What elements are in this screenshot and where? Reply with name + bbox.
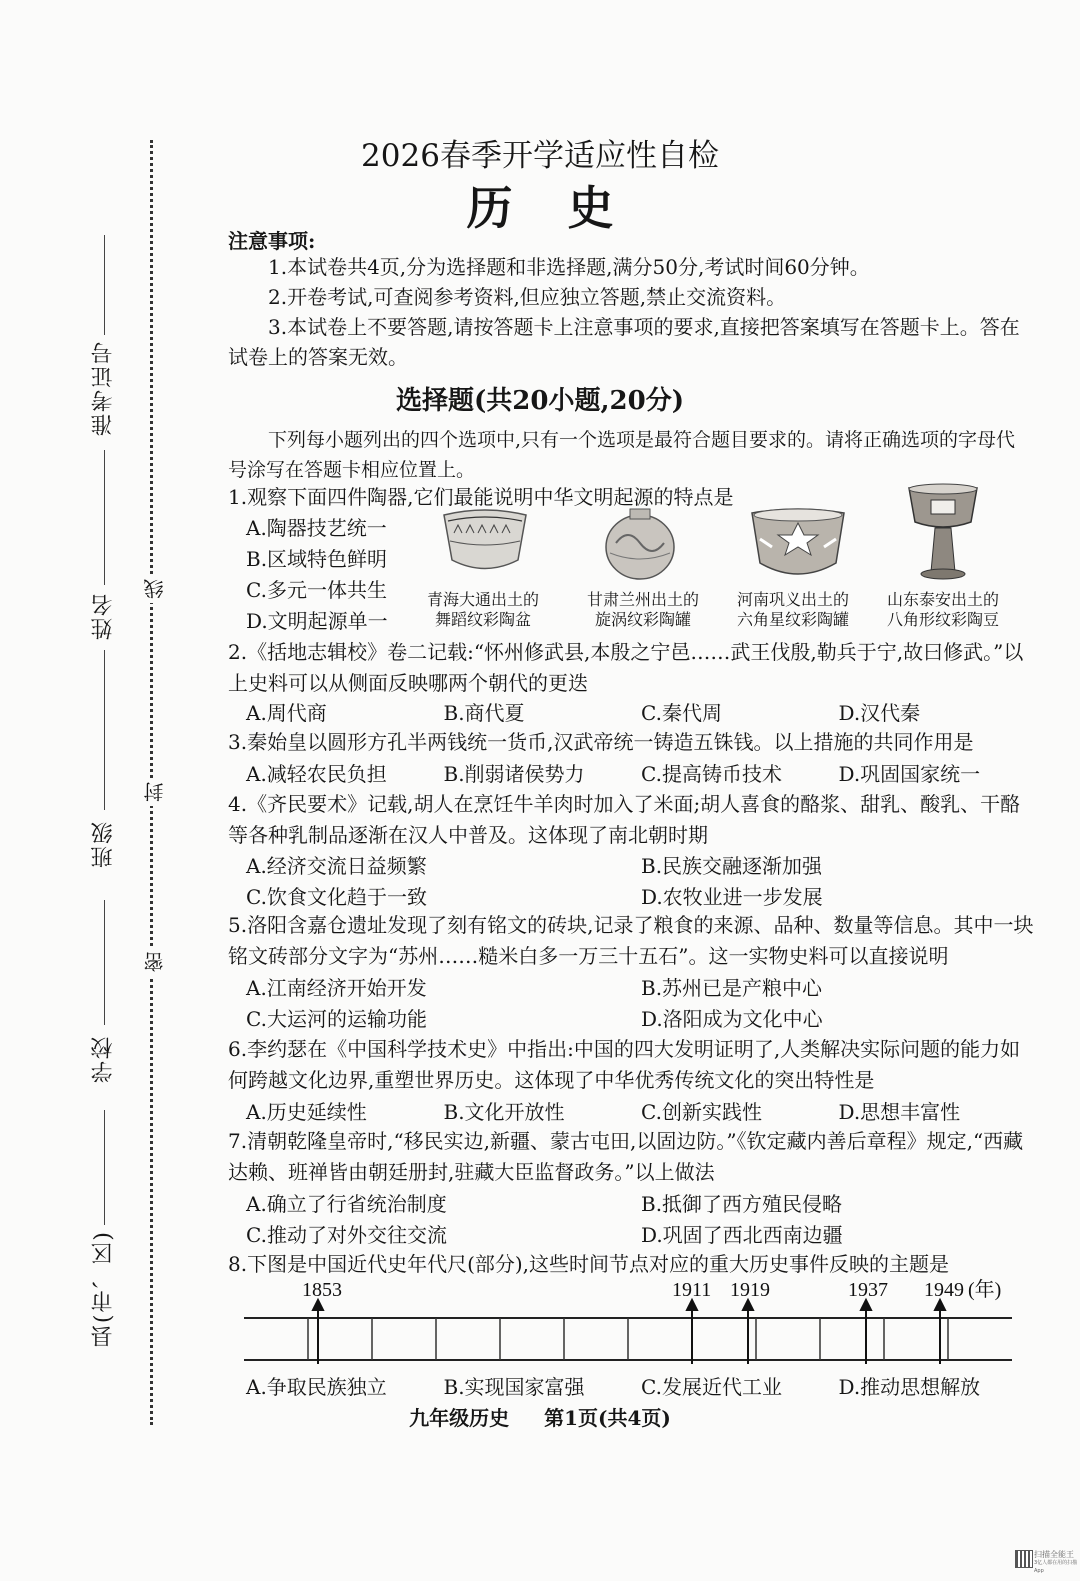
school-blank[interactable]: [104, 900, 105, 1025]
option-row: [246, 881, 1036, 910]
timeline-unit: (年): [968, 1279, 1002, 1301]
answer-option[interactable]: A.减轻农民负担: [246, 762, 387, 786]
footer-grade-subject: 九年级历史: [409, 1406, 510, 1430]
answer-option[interactable]: B.文化开放性: [443, 1100, 565, 1124]
page-footer: [0, 1402, 1080, 1431]
answer-option[interactable]: C.发展近代工业: [641, 1375, 782, 1399]
answer-option[interactable]: D.汉代秦: [838, 701, 921, 725]
question-stem: 5.洛阳含嘉仓遗址发现了刻有铭文的砖块,记录了粮食的来源、品种、数量等信息。其中一块铭文砖部分文字为“苏州……糙米白多一万三十五石”。这一实物史料可以直接说明: [228, 913, 1034, 968]
answer-option[interactable]: B.民族交融逐渐加强: [641, 854, 823, 878]
answer-option[interactable]: A.经济交流日益频繁: [246, 854, 427, 878]
question-stem: 6.李约瑟在《中国科学技术史》中指出:中国的四大发明证明了,人类解决实际问题的能力如何跨越文化边界,重塑世界历史。这体现了中华优秀传统文化的突出特性是: [228, 1037, 1021, 1092]
binding-mark-seal: 封: [140, 778, 169, 806]
octagon-pattern-dou-image: [905, 482, 981, 582]
qr-code-icon: [1015, 1550, 1033, 1568]
timeline-year: 1949: [924, 1279, 964, 1301]
binding-mark-secret: 密: [140, 948, 169, 976]
answer-option[interactable]: C.大运河的运输功能: [246, 1007, 427, 1031]
option-row: [246, 1219, 1036, 1248]
answer-option[interactable]: C.提高铸币技术: [641, 762, 782, 786]
timeline-year: 1853: [302, 1279, 342, 1301]
option-row: [246, 850, 1036, 879]
answer-option[interactable]: B.削弱诸侯势力: [443, 762, 585, 786]
subject-title: 历史: [466, 181, 669, 235]
exam-id-blank[interactable]: [104, 235, 105, 335]
exam-id-label: 准考证号: [91, 340, 116, 436]
note-item: 2.开卷考试,可查阅参考资料,但应独立答题,禁止交流资料。: [268, 285, 787, 309]
note-item: 3.本试卷上不要答题,请按答题卡上注意事项的要求,直接把答案填写在答题卡上。答在试卷上的答案无效。: [228, 315, 1020, 369]
note-item: 1.本试卷共4页,分为选择题和非选择题,满分50分,考试时间60分钟。: [268, 255, 870, 279]
timeline-arrows: [313, 1300, 945, 1364]
option-row: [246, 1096, 1036, 1125]
class-blank[interactable]: [104, 650, 105, 810]
answer-option[interactable]: A.江南经济开始开发: [246, 976, 427, 1000]
option-row: [246, 1188, 1036, 1217]
answer-option[interactable]: C.多元一体共生: [246, 578, 387, 602]
answer-option[interactable]: D.巩固国家统一: [838, 762, 981, 786]
image-caption: 甘肃兰州出土的 旋涡纹彩陶罐: [586, 590, 699, 629]
answer-option[interactable]: A.陶器技艺统一: [246, 516, 387, 540]
answer-option[interactable]: D.文明起源单一: [246, 609, 388, 633]
question-stem: 1.观察下面四件陶器,它们最能说明中华文明起源的特点是: [228, 485, 734, 509]
footer-page-number: 第1页(共4页): [544, 1406, 671, 1430]
answer-option[interactable]: A.周代商: [246, 701, 327, 725]
section-title: 选择题(共20小题,20分): [395, 386, 685, 416]
binding-mark-line: 线: [140, 575, 169, 603]
scanner-watermark: 扫描全能王 3亿人都在用的扫描App: [1034, 1550, 1078, 1574]
question-stem: 8.下图是中国近代史年代尺(部分),这些时间节点对应的重大历史事件反映的主题是: [228, 1252, 950, 1276]
answer-option[interactable]: D.推动思想解放: [838, 1375, 981, 1399]
answer-option[interactable]: A.历史延续性: [246, 1100, 367, 1124]
answer-option[interactable]: D.洛阳成为文化中心: [641, 1007, 823, 1031]
swirl-pattern-jar-image: [600, 505, 680, 585]
answer-option[interactable]: B.苏州已是产粮中心: [641, 976, 823, 1000]
school-label: 学校: [91, 1035, 116, 1083]
question-stem: 4.《齐民要术》记载,胡人在烹饪牛羊肉时加入了米面;胡人喜食的酪浆、甜乳、酸乳、干酪等各种乳制品逐渐在汉人中普及。这体现了南北朝时期: [228, 792, 1021, 847]
timeline-year: 1911: [672, 1279, 712, 1301]
answer-option[interactable]: A.确立了行省统治制度: [246, 1192, 447, 1216]
dance-pattern-basin-image: [440, 505, 530, 580]
option-row: [246, 1003, 1036, 1032]
answer-option[interactable]: D.农牧业进一步发展: [641, 885, 823, 909]
answer-option[interactable]: B.实现国家富强: [443, 1375, 585, 1399]
answer-option[interactable]: B.抵御了西方殖民侵略: [641, 1192, 843, 1216]
county-blank[interactable]: [104, 1110, 105, 1225]
hexagram-pattern-jar-image: [748, 505, 848, 587]
name-label: 姓名: [91, 592, 116, 640]
answer-option[interactable]: A.争取民族独立: [246, 1375, 387, 1399]
option-row: [246, 972, 1036, 1001]
timeline-year: 1937: [848, 1279, 888, 1301]
county-label: 县(市、区): [91, 1230, 116, 1348]
question-stem: 3.秦始皇以圆形方孔半两钱统一货币,汉武帝统一铸造五铢钱。以上措施的共同作用是: [228, 730, 974, 754]
answer-option[interactable]: C.饮食文化趋于一致: [246, 885, 427, 909]
answer-option[interactable]: C.创新实践性: [641, 1100, 762, 1124]
answer-option[interactable]: D.巩固了西北西南边疆: [641, 1223, 843, 1247]
answer-option[interactable]: B.区域特色鲜明: [246, 547, 388, 571]
notes-heading: 注意事项:: [228, 229, 316, 253]
option-row: [246, 697, 1036, 726]
answer-option[interactable]: D.思想丰富性: [838, 1100, 961, 1124]
section-instruction: 下列每小题列出的四个选项中,只有一个选项是最符合题目要求的。请将正确选项的字母代号涂写在答题卡相应位置上。: [228, 429, 1016, 481]
image-caption: 青海大通出土的 舞蹈纹彩陶盆: [426, 590, 539, 629]
option-row: [246, 1371, 1036, 1400]
answer-option[interactable]: C.秦代周: [641, 701, 722, 725]
image-caption: 河南巩义出土的 六角星纹彩陶罐: [736, 590, 849, 629]
timeline-ruler: [240, 1276, 1020, 1366]
option-row: [246, 758, 1036, 787]
image-caption: 山东泰安出土的 八角形纹彩陶豆: [886, 590, 999, 629]
answer-option[interactable]: B.商代夏: [443, 701, 525, 725]
timeline-year: 1919: [730, 1279, 770, 1301]
answer-option[interactable]: C.推动了对外交往交流: [246, 1223, 447, 1247]
question-stem: 7.清朝乾隆皇帝时,“移民实边,新疆、蒙古屯田,以固边防。”《钦定藏内善后章程》规定,“西藏达赖、班禅皆由朝廷册封,驻藏大臣监督政务。”以上做法: [228, 1129, 1024, 1184]
exam-title: 2026春季开学适应性自检: [361, 138, 719, 174]
name-blank[interactable]: [104, 450, 105, 585]
question-stem: 2.《括地志辑校》卷二记载:“怀州修武县,本殷之宁邑……武王伐殷,勒兵于宁,故曰修武。”以上史料可以从侧面反映哪两个朝代的更迭: [228, 640, 1024, 695]
class-label: 班级: [91, 820, 116, 868]
